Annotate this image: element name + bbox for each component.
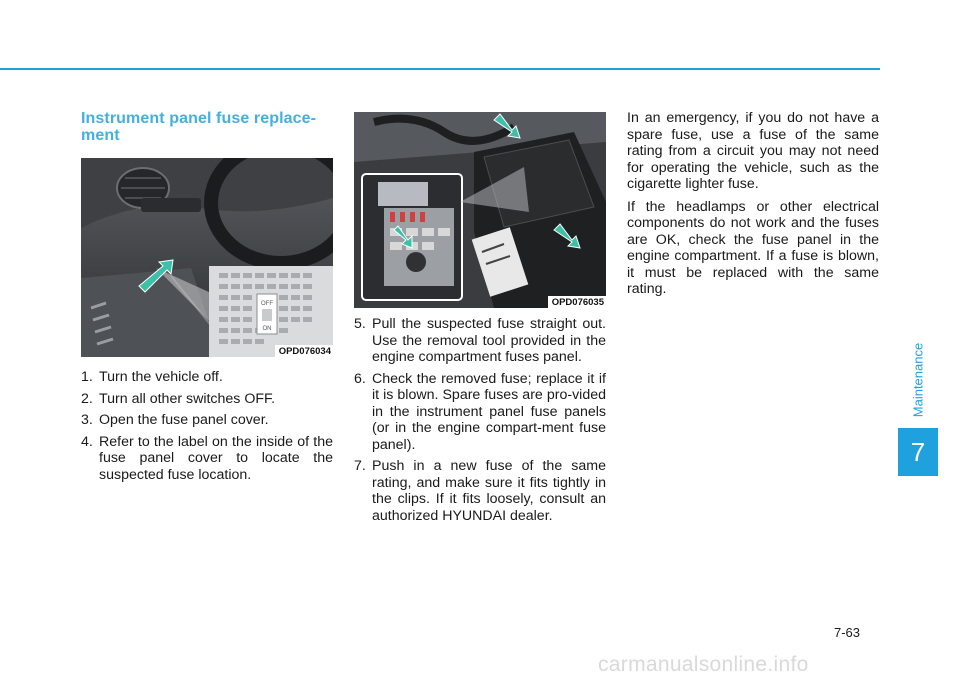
list-item: 7. Push in a new fuse of the same rating, and make sure it fits tightly in the clips. If it fits loosely, consult an authorized HYUNDAI dealer. [354, 458, 606, 524]
chapter-tab: 7 [898, 428, 938, 476]
watermark: carmanualsonline.info [598, 653, 809, 676]
paragraph: If the headlamps or other electrical components do not work and the fuses are OK, check the fuse panel in the engine compartment. If a fuse is blown, it must be replaced with the same rating. [627, 198, 879, 297]
section-title [81, 110, 333, 144]
chapter-label [898, 330, 938, 430]
section-title-text: Instrument panel fuse replace- ment [81, 110, 317, 144]
list-item: 3. Open the fuse panel cover. [81, 412, 269, 428]
engine-compartment-illustration [354, 112, 606, 308]
list-item: 2. Turn all other switches OFF. [81, 390, 276, 407]
steps-list-middle [354, 316, 606, 524]
list-item: 5. Pull the suspected fuse straight out. Use the removal tool provided in the engine compartment fuses panel. [354, 316, 606, 365]
figure-code: OPD076035 [548, 296, 606, 308]
figure-code: OPD076034 [275, 345, 333, 357]
steps-list-left [81, 369, 333, 483]
column-left [81, 110, 333, 488]
paragraph: In an emergency, if you do not have a spare fuse, use a fuse of the same rating from a circuit you may not need for operating the vehicle, such as the cigarette lighter fuse. [627, 110, 879, 192]
fuse-switch-on-label: ON [262, 326, 272, 332]
page-number: 7-63 [834, 625, 861, 640]
chapter-label-text: Maintenance [910, 342, 926, 418]
list-item: 6. Check the removed fuse; replace it if it is blown. Spare fuses are pro-vided in the instrument panel fuse panels (or in the engine compart-ment fuse panel). [354, 370, 606, 453]
column-right [627, 110, 879, 304]
list-item: 4. Refer to the label on the inside of the fuse panel cover to locate the suspected fuse location. [81, 433, 333, 483]
column-middle [354, 112, 606, 529]
header-rule [0, 68, 880, 70]
figure-engine-compartment [354, 112, 606, 308]
fuse-switch-off-label: OFF [261, 301, 273, 307]
instrument-panel-illustration [81, 158, 333, 357]
list-item: 1. Turn the vehicle off. [81, 369, 223, 385]
figure-instrument-panel [81, 158, 333, 357]
